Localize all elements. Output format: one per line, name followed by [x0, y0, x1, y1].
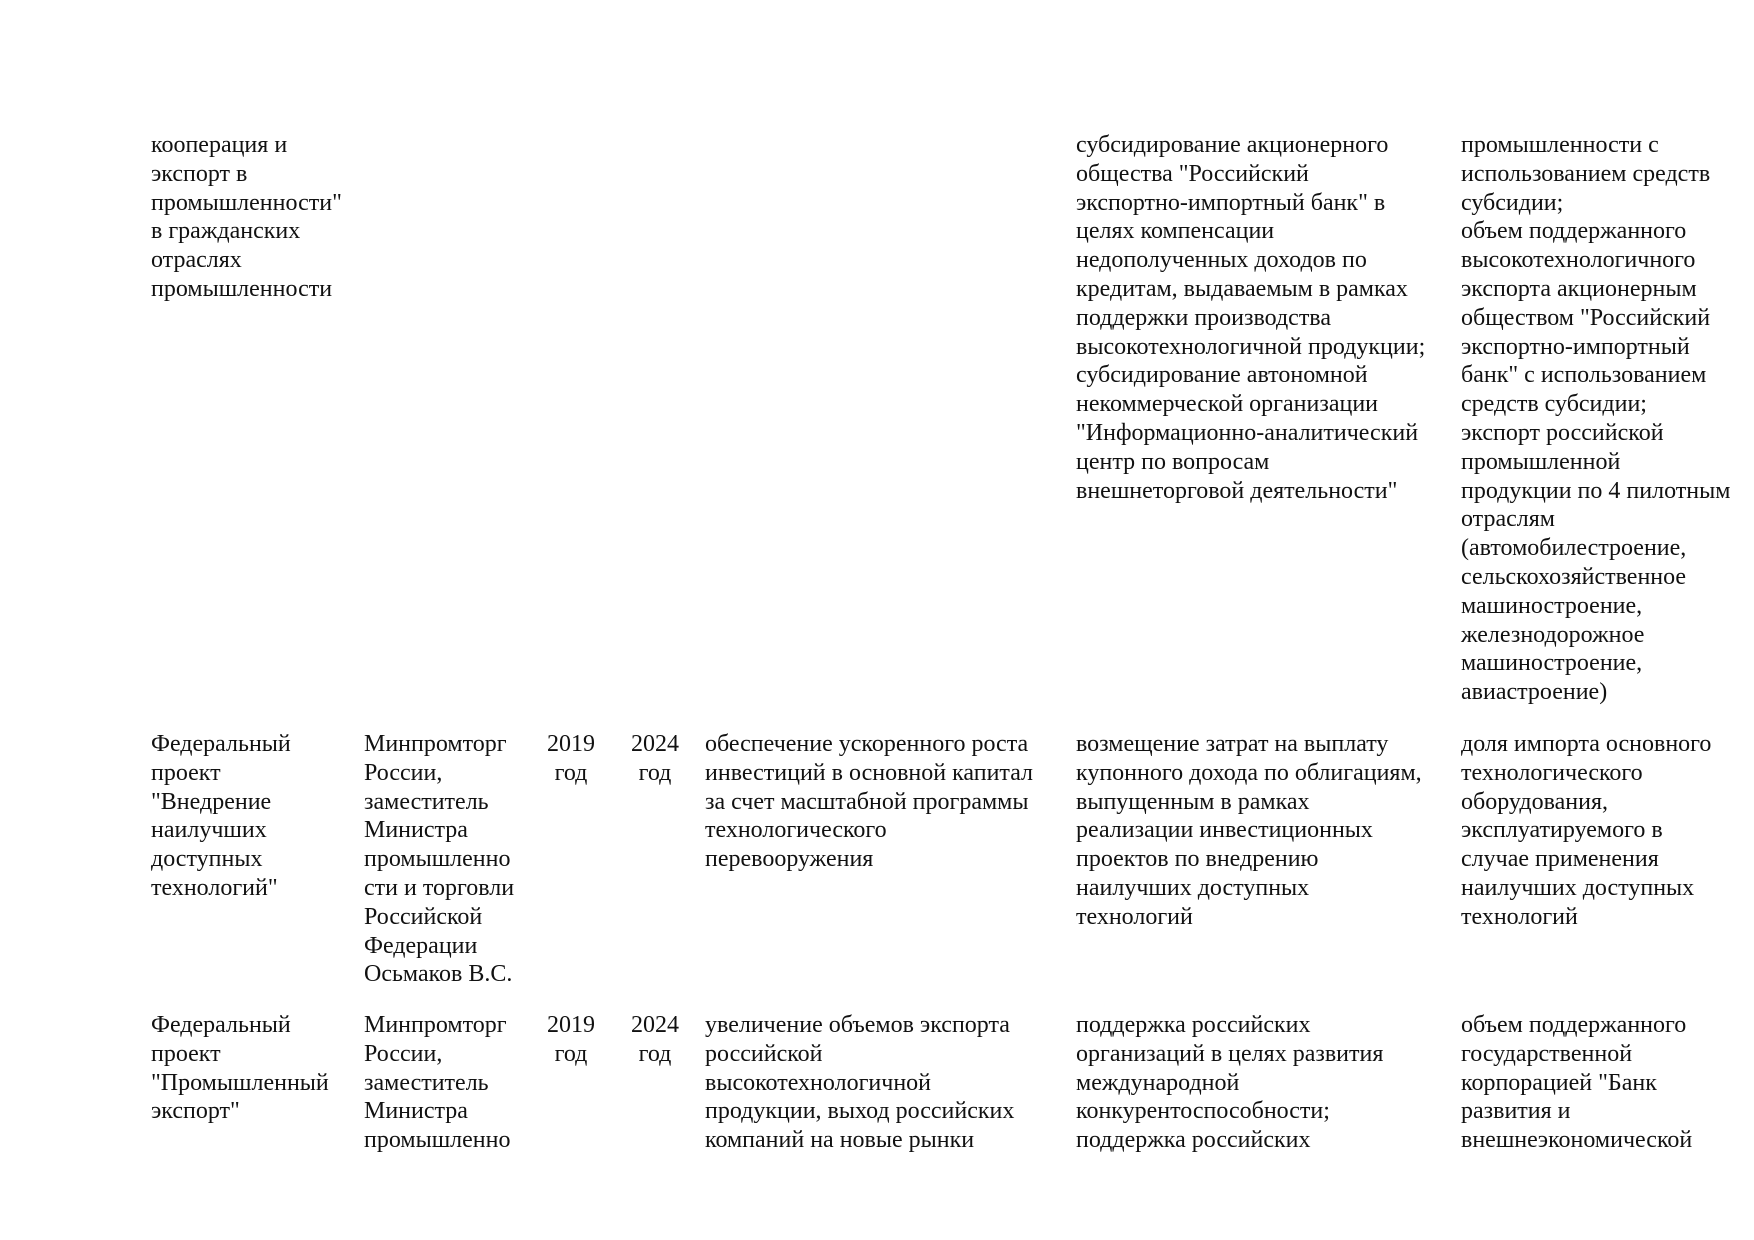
measures-cell: поддержка российских организаций в целях развития международной конкурентоспособности; поддержка российских — [1076, 1012, 1384, 1154]
measures-cell: субсидирование акционерного общества "Российский экспортно-импортный банк" в целях компенсации недополученных доходов по кредитам, выдаваемым в рамках поддержки производства высокотехнологичной продукции; субсидирование автономной некоммерческой организации "Информационно-аналитический центр по вопросам внешнеторговой деятельности" — [1076, 132, 1426, 504]
end-year-cell: 2024 год — [631, 1012, 679, 1067]
measures-cell: возмещение затрат на выплату купонного дохода по облигациям, выпущенным в рамках реализации инвестиционных проектов по внедрению наилучших доступных технологий — [1076, 731, 1422, 930]
project-name-cell: Федеральный проект "Промышленный экспорт" — [151, 1012, 329, 1125]
indicators-cell: промышленности с использованием средств субсидии; объем поддержанного высокотехнологичного экспорта акционерным обществом "Российский экспортно-импортный банк" с использованием средств субсидии; экспорт российской промышленной продукции по 4 пилотным отраслям (автомобилестроение, сельскохозяйственное машиностроение, железнодорожное машиностроение, авиастроение) — [1461, 132, 1731, 706]
goal-cell: обеспечение ускоренного роста инвестиций в основной капитал за счет масштабной программы технологического перевооружения — [705, 731, 1034, 873]
responsible-cell: Минпромторг России, заместитель Министра промышленно сти и торговли Российской Федерации Осьмаков В.С. — [364, 731, 515, 988]
indicators-cell: доля импорта основного технологического оборудования, эксплуатируемого в случае применения наилучших доступных технологий — [1461, 731, 1712, 930]
project-name-cell: кооперация и экспорт в промышленности" в гражданских отраслях промышленности — [151, 132, 342, 302]
end-year-cell: 2024 год — [631, 731, 679, 786]
goal-cell: увеличение объемов экспорта российской высокотехнологичной продукции, выход российских компаний на новые рынки — [705, 1012, 1015, 1154]
responsible-cell: Минпромторг России, заместитель Министра промышленно — [364, 1012, 511, 1154]
project-name-cell: Федеральный проект "Внедрение наилучших доступных технологий" — [151, 731, 291, 901]
start-year-cell: 2019 год — [547, 1012, 595, 1067]
indicators-cell: объем поддержанного государственной корпорацией "Банк развития и внешнеэкономической — [1461, 1012, 1693, 1154]
start-year-cell: 2019 год — [547, 731, 595, 786]
